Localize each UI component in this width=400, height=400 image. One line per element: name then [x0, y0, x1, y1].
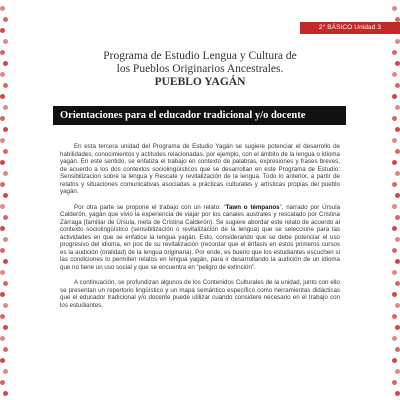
decorative-dot [392, 182, 397, 187]
header-line-1: Programa de Estudio Lengua y Cultura de [103, 50, 297, 62]
decorative-dot [0, 50, 5, 55]
decorative-dot [0, 270, 5, 275]
decorative-dot [0, 204, 5, 209]
decorative-dot [395, 347, 400, 352]
decorative-dot [0, 226, 5, 231]
paragraph-1: En esta tercera unidad del Programa de Estudio Yagán se sugiere potenciar el desarrollo de habilidades, conocimientos y actitudes relacionadas, por ejemplo, con el ámbito de la lengua o idioma yagán. En este sentido, se enfatiza el trabajo en contexto de palabras, expresiones y frases breves, de acuerdo a los dos contextos sociolingüísticos que se desarrollan en este Programa de Estudio: Sensibilización sobre la lengua y Rescate y revitalización de la lengua. Todo lo anterior, a partir de relatos y situaciones comunicativas asociadas a prácticas culturales y artísticas propias del pueblo yagán. [60, 143, 340, 195]
decorative-dot [392, 270, 397, 275]
decorative-dot [392, 94, 397, 99]
decorative-dot [3, 237, 8, 242]
decorative-dot [395, 215, 400, 220]
decorative-dot [3, 369, 8, 374]
decorative-dot [0, 336, 5, 341]
body-text [60, 143, 340, 317]
decorative-dot [3, 303, 8, 308]
decorative-dot [395, 237, 400, 242]
decorative-dot [3, 127, 8, 132]
decorative-dot [395, 39, 400, 44]
grade-unit-badge: 2° BÁSICO Unidad 3 [300, 22, 400, 34]
decorative-dot [0, 160, 5, 165]
decorative-dot [395, 325, 400, 330]
decorative-dot [0, 358, 5, 363]
decorative-dot [392, 380, 397, 385]
decorative-dot [3, 281, 8, 286]
decorative-dot [3, 215, 8, 220]
decorative-dot [0, 28, 5, 33]
decorative-dot [0, 182, 5, 187]
decorative-dot [0, 72, 5, 77]
decorative-dot [392, 50, 397, 55]
decorative-dot [392, 226, 397, 231]
decorative-dot [0, 94, 5, 99]
decorative-dot [392, 292, 397, 297]
decorative-dot [0, 248, 5, 253]
decorative-dot [392, 6, 397, 11]
decorative-dot [392, 358, 397, 363]
decorative-dot [3, 325, 8, 330]
paragraph-2 [60, 204, 340, 272]
header-line-3: PUEBLO YAGÁN [154, 76, 246, 88]
decorative-dot [392, 72, 397, 77]
section-title-bar: Orientaciones para el educador tradicional y/o docente [53, 106, 346, 125]
decorative-dot [395, 171, 400, 176]
decorative-dot [3, 39, 8, 44]
decorative-dot [392, 138, 397, 143]
decorative-dot [395, 193, 400, 198]
decorative-dot [0, 138, 5, 143]
decorative-dot [392, 204, 397, 209]
decorative-dot [0, 292, 5, 297]
decorative-dot [395, 391, 400, 396]
story-title: Tawn o témpanos [225, 203, 280, 211]
decorative-dot [3, 347, 8, 352]
decorative-dot [3, 259, 8, 264]
decorative-dot [395, 303, 400, 308]
decorative-dot [3, 105, 8, 110]
decorative-dot [392, 160, 397, 165]
decorative-dot [3, 83, 8, 88]
paragraph-2-intro: Por otra parte se propone el trabajo con un relato: “ [74, 203, 226, 211]
decorative-dot [395, 149, 400, 154]
right-decorative-dots [392, 0, 400, 400]
decorative-dot [395, 83, 400, 88]
decorative-dot [3, 193, 8, 198]
decorative-dot [395, 105, 400, 110]
decorative-dot [395, 281, 400, 286]
decorative-dot [3, 391, 8, 396]
header-line-2: los Pueblos Originarios Ancestrales. [116, 63, 284, 75]
decorative-dot [395, 127, 400, 132]
decorative-dot [395, 369, 400, 374]
decorative-dot [392, 314, 397, 319]
decorative-dot [0, 380, 5, 385]
decorative-dot [395, 61, 400, 66]
decorative-dot [3, 171, 8, 176]
decorative-dot [0, 314, 5, 319]
paragraph-2-rest: ”, narrado por Úrsula Calderón, yagán que vivió la experiencia de viajar por los canales australes y rescatado por Cristina Zárraga (familiar de Úrsula, nieta de Cristina Calderón). Se sugiere abordar este relato de acuerdo al contexto sociolingüístico (sensibilización o revitalización de la lengua) que se seleccione para las actividades en que se enfatice la lengua yagán. Esto, considerando que se debe potenciar el uso progresivo del idioma, en pos de su revitalización (recordar que el énfasis en estos primeros cursos es la audición (oralidad) de la lengua originaria). Por ende, es bueno que los estudiantes escuchen si las condiciones lo permiten relatos en lengua yagán, para ir desarrollando la audición de un idioma que no tiene un uso social y que se encuentra en “peligro de extinción”. [60, 203, 341, 271]
decorative-dot [392, 116, 397, 121]
decorative-dot [392, 336, 397, 341]
decorative-dot [0, 6, 5, 11]
left-decorative-dots [0, 0, 8, 400]
decorative-dot [0, 116, 5, 121]
decorative-dot [3, 149, 8, 154]
decorative-dot [395, 259, 400, 264]
paragraph-3: A continuación, se profundizan algunos de los Contenidos Culturales de la unidad, junto con ello se presentan un repertorio lingüístico y un mapa semántico específico como herramientas didácticas que el educador tradicional y/o docente puede utilizar cuando considere necesario en el trabajo con los estudiantes. [60, 279, 340, 309]
document-header [60, 50, 340, 89]
decorative-dot [3, 17, 8, 22]
decorative-dot [392, 248, 397, 253]
decorative-dot [3, 61, 8, 66]
